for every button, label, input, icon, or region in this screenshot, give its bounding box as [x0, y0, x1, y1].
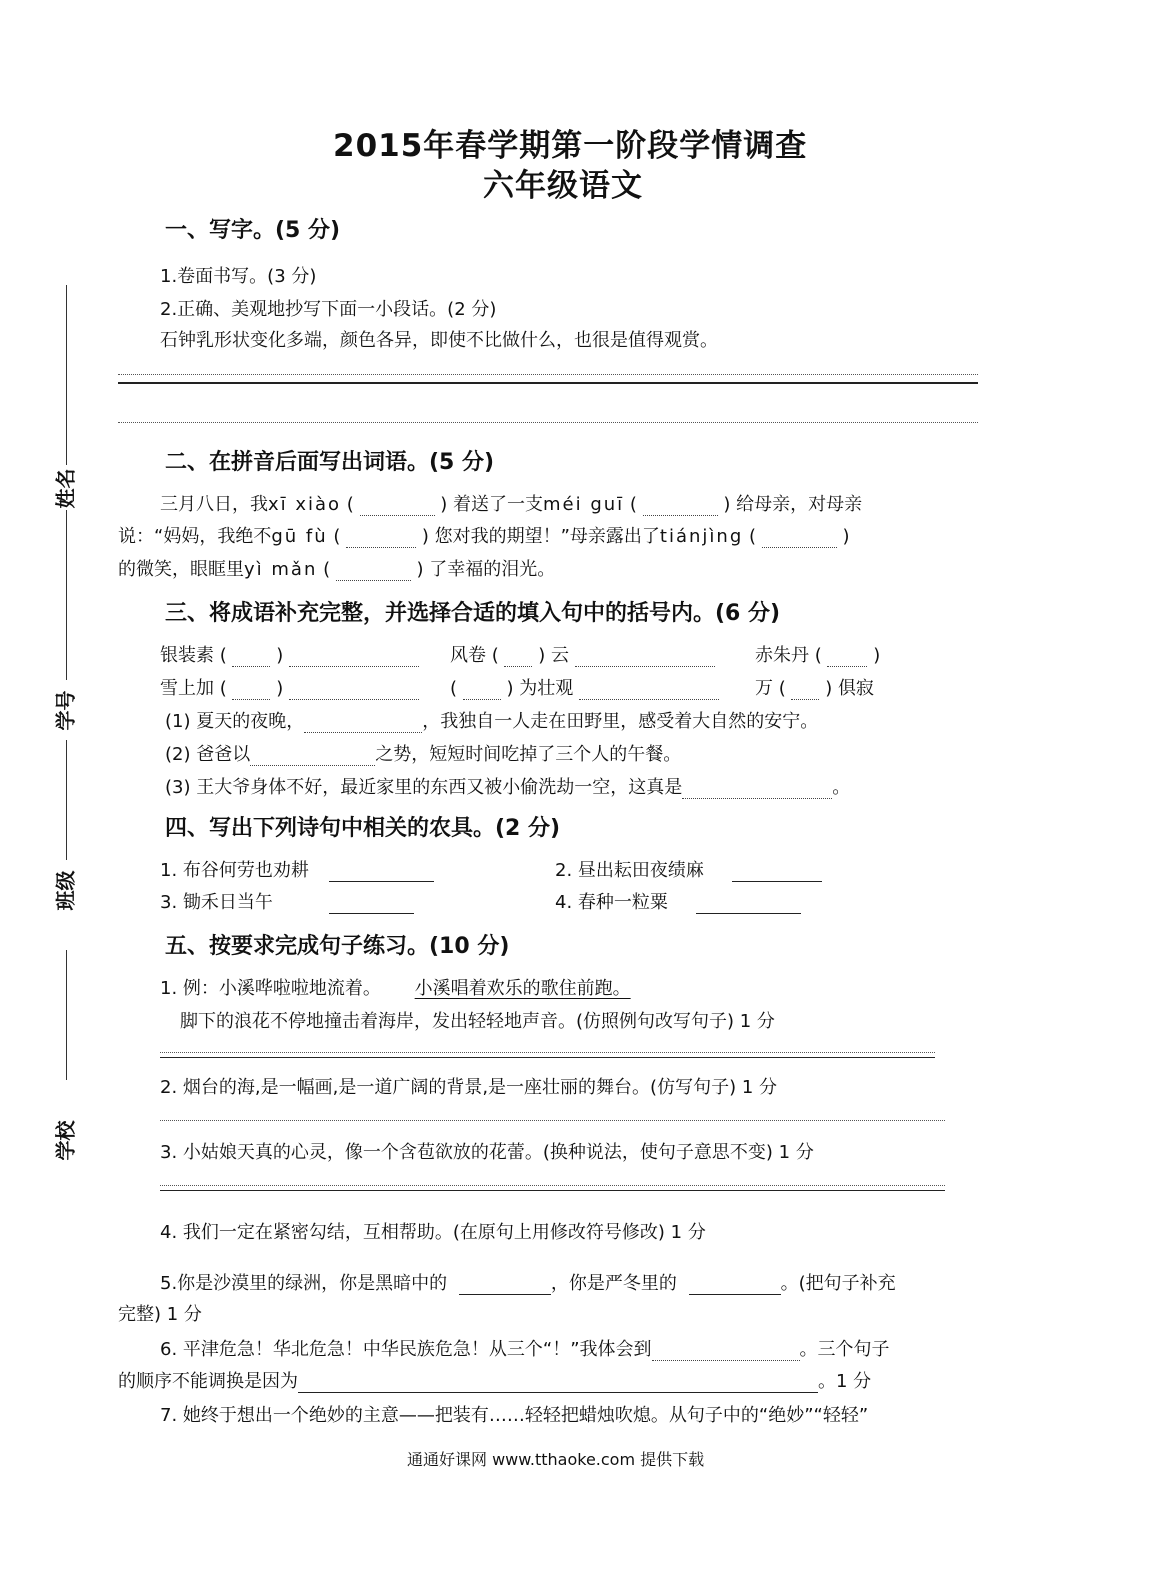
- answer-blank[interactable]: [762, 547, 837, 548]
- side-label-class: 班级: [53, 870, 78, 911]
- idiom: 云: [550, 645, 569, 666]
- answer-blank[interactable]: [336, 580, 411, 581]
- side-label-school: 学校: [53, 1120, 78, 1161]
- answer-blank[interactable]: [682, 798, 832, 799]
- s4-q4: [555, 888, 801, 914]
- idiom-row-1b: 风卷 ( ) 云: [450, 641, 715, 667]
- s3-text: ，我独自一人走在田野里，感受着大自然的安宁。: [422, 711, 819, 732]
- writing-line[interactable]: [118, 382, 978, 384]
- answer-blank[interactable]: [643, 515, 718, 516]
- s3-text: (2) 爸爸以: [165, 744, 251, 765]
- s2-line-1: 三月八日，我xī xiào ( ) 着送了一支méi guī ( ) 给母亲，对母亲: [160, 494, 863, 515]
- idiom-row-1c: 赤朱丹 ( ): [755, 645, 881, 666]
- s3-text: (1) 夏天的夜晚，: [165, 711, 305, 732]
- idiom: 银装素: [160, 645, 214, 666]
- s5-text: 1. 例：小溪哗啦啦地流着。: [160, 978, 381, 999]
- s5-q7: 7. 她终于想出一个绝妙的主意——把装有……轻轻把蜡烛吹熄。从句子中的“绝妙”“轻轻”: [160, 1405, 869, 1426]
- s5-q6-cont: [118, 1367, 871, 1393]
- writing-line[interactable]: [160, 1052, 935, 1053]
- writing-line[interactable]: [160, 1120, 945, 1121]
- answer-blank[interactable]: [346, 547, 416, 548]
- writing-line[interactable]: [118, 422, 978, 423]
- writing-line[interactable]: [160, 1057, 935, 1058]
- binding-line: [66, 510, 67, 680]
- poem-line: 4. 春种一粒粟: [555, 892, 668, 913]
- s5-text: 5.你是沙漠里的绿洲，你是黑暗中的: [160, 1273, 448, 1294]
- answer-blank[interactable]: [329, 881, 434, 882]
- section-1-heading: 一、写字。(5 分): [165, 218, 341, 243]
- side-label-student-no: 学号: [53, 690, 78, 731]
- idiom: 雪上加: [160, 678, 214, 699]
- idiom-row-2b: ( ) 为壮观: [450, 674, 719, 700]
- answer-blank[interactable]: [329, 913, 414, 914]
- idiom: 赤朱丹: [755, 645, 809, 666]
- writing-line[interactable]: [160, 1190, 945, 1191]
- s2-text: 的微笑，眼眶里: [118, 559, 244, 580]
- s5-text: ，你是严冬里的: [550, 1273, 677, 1294]
- s3-text: (3) 王大爷身体不好，最近家里的东西又被小偷洗劫一空，这真是: [165, 777, 683, 798]
- answer-blank[interactable]: [250, 765, 375, 766]
- answer-blank[interactable]: [579, 699, 719, 700]
- page-title: 2015年春学期第一阶段学情调查: [333, 128, 808, 164]
- binding-line: [66, 740, 67, 860]
- section-5-heading: 五、按要求完成句子练习。(10 分): [165, 934, 510, 959]
- idiom-row-1: 银装素 ( ): [160, 641, 419, 667]
- s2-text: 了幸福的泪光。: [429, 559, 556, 580]
- pinyin: méi guī: [543, 494, 625, 515]
- answer-blank[interactable]: [298, 1392, 818, 1393]
- poem-line: 3. 锄禾日当午: [160, 892, 273, 913]
- answer-blank[interactable]: [232, 699, 270, 700]
- answer-blank[interactable]: [360, 515, 435, 516]
- idiom: 为壮观: [519, 678, 574, 699]
- s5-text: 6. 平津危急！华北危急！中华民族危急！从三个“！”我体会到: [160, 1339, 652, 1360]
- s5-text: 。三个句子: [799, 1339, 890, 1360]
- s2-text: 着送了一支: [453, 494, 544, 515]
- s2-text: 三月八日，我: [160, 494, 268, 515]
- s4-q1: [160, 856, 434, 882]
- s3-text: 之势，短短时间吃掉了三个人的午餐。: [375, 744, 682, 765]
- answer-blank[interactable]: [575, 666, 715, 667]
- s5-q6: [160, 1335, 890, 1361]
- example-answer: 小溪唱着欢乐的歌住前跑。: [414, 978, 631, 999]
- answer-blank[interactable]: [459, 1294, 551, 1295]
- binding-line: [66, 285, 67, 465]
- s5-q5-cont: 完整) 1 分: [118, 1304, 202, 1325]
- idiom: 万: [755, 678, 773, 699]
- s2-text: 给母亲，对母亲: [736, 494, 863, 515]
- side-label-name: 姓名: [53, 468, 78, 509]
- answer-blank[interactable]: [791, 699, 819, 700]
- answer-blank[interactable]: [289, 699, 419, 700]
- answer-blank[interactable]: [463, 699, 501, 700]
- s3-sentence-1: [165, 707, 818, 733]
- s3-text: 。: [832, 777, 851, 798]
- s2-text: 您对我的期望！”母亲露出了: [434, 526, 660, 547]
- s4-q2: [555, 856, 822, 882]
- pinyin: gū fù: [271, 526, 328, 547]
- s2-line-3: 的微笑，眼眶里yì mǎn ( ) 了幸福的泪光。: [118, 559, 556, 580]
- s1-q1: 1.卷面书写。(3 分): [160, 266, 317, 287]
- idiom: 俱寂: [837, 678, 874, 699]
- poem-line: 1. 布谷何劳也劝耕: [160, 860, 309, 881]
- s5-text: 的顺序不能调换是因为: [118, 1371, 298, 1392]
- poem-line: 2. 昼出耘田夜绩麻: [555, 860, 704, 881]
- footer-credit: 通通好课网 www.tthaoke.com 提供下载: [407, 1450, 705, 1469]
- pinyin: yì mǎn: [244, 559, 318, 580]
- answer-blank[interactable]: [689, 1294, 781, 1295]
- binding-line: [66, 950, 67, 1080]
- section-3-heading: 三、将成语补充完整，并选择合适的填入句中的括号内。(6 分): [165, 601, 781, 626]
- s1-q2: 2.正确、美观地抄写下面一小段话。(2 分): [160, 299, 497, 320]
- answer-blank[interactable]: [827, 666, 867, 667]
- writing-line[interactable]: [118, 374, 978, 375]
- s4-q3: [160, 888, 414, 914]
- pinyin: tiánjìng: [659, 526, 744, 547]
- answer-blank[interactable]: [289, 666, 419, 667]
- s3-sentence-3: [165, 773, 850, 799]
- s5-text: 。1 分: [818, 1371, 872, 1392]
- answer-blank[interactable]: [304, 732, 422, 733]
- pinyin: xī xiào: [268, 494, 342, 515]
- writing-line[interactable]: [160, 1185, 945, 1186]
- s1-passage: 石钟乳形状变化多端，颜色各异，即使不比做什么，也很是值得观赏。: [160, 330, 718, 351]
- section-2-heading: 二、在拼音后面写出词语。(5 分): [165, 450, 495, 475]
- s2-line-2: 说：“妈妈，我绝不gū fù ( ) 您对我的期望！”母亲露出了tiánjìng ( ): [118, 526, 850, 547]
- answer-blank[interactable]: [732, 881, 822, 882]
- s5-q4: 4. 我们一定在紧密勾结，互相帮助。(在原句上用修改符号修改) 1 分: [160, 1222, 706, 1243]
- page-subtitle: 六年级语文: [483, 168, 643, 204]
- idiom-row-2: 雪上加 ( ): [160, 674, 419, 700]
- answer-blank[interactable]: [652, 1360, 800, 1361]
- idiom-row-2c: 万 ( ) 俱寂: [755, 678, 874, 699]
- section-4-heading: 四、写出下列诗句中相关的农具。(2 分): [165, 816, 561, 841]
- idiom: 风卷: [450, 645, 486, 666]
- s5-q1-example: [160, 974, 631, 1000]
- s5-q3: 3. 小姑娘天真的心灵，像一个含苞欲放的花蕾。(换种说法，使句子意思不变) 1 分: [160, 1142, 814, 1163]
- s5-text: 。(把句子补充: [780, 1273, 896, 1294]
- s2-text: 说：“妈妈，我绝不: [118, 526, 272, 547]
- answer-blank[interactable]: [504, 666, 532, 667]
- s5-q2: 2. 烟台的海,是一幅画,是一道广阔的背景,是一座壮丽的舞台。(仿写句子) 1 分: [160, 1077, 777, 1098]
- s5-q5: [160, 1269, 896, 1295]
- answer-blank[interactable]: [696, 913, 801, 914]
- s3-sentence-2: [165, 740, 681, 766]
- s5-q1-task: 脚下的浪花不停地撞击着海岸，发出轻轻地声音。(仿照例句改写句子) 1 分: [180, 1011, 775, 1032]
- answer-blank[interactable]: [232, 666, 270, 667]
